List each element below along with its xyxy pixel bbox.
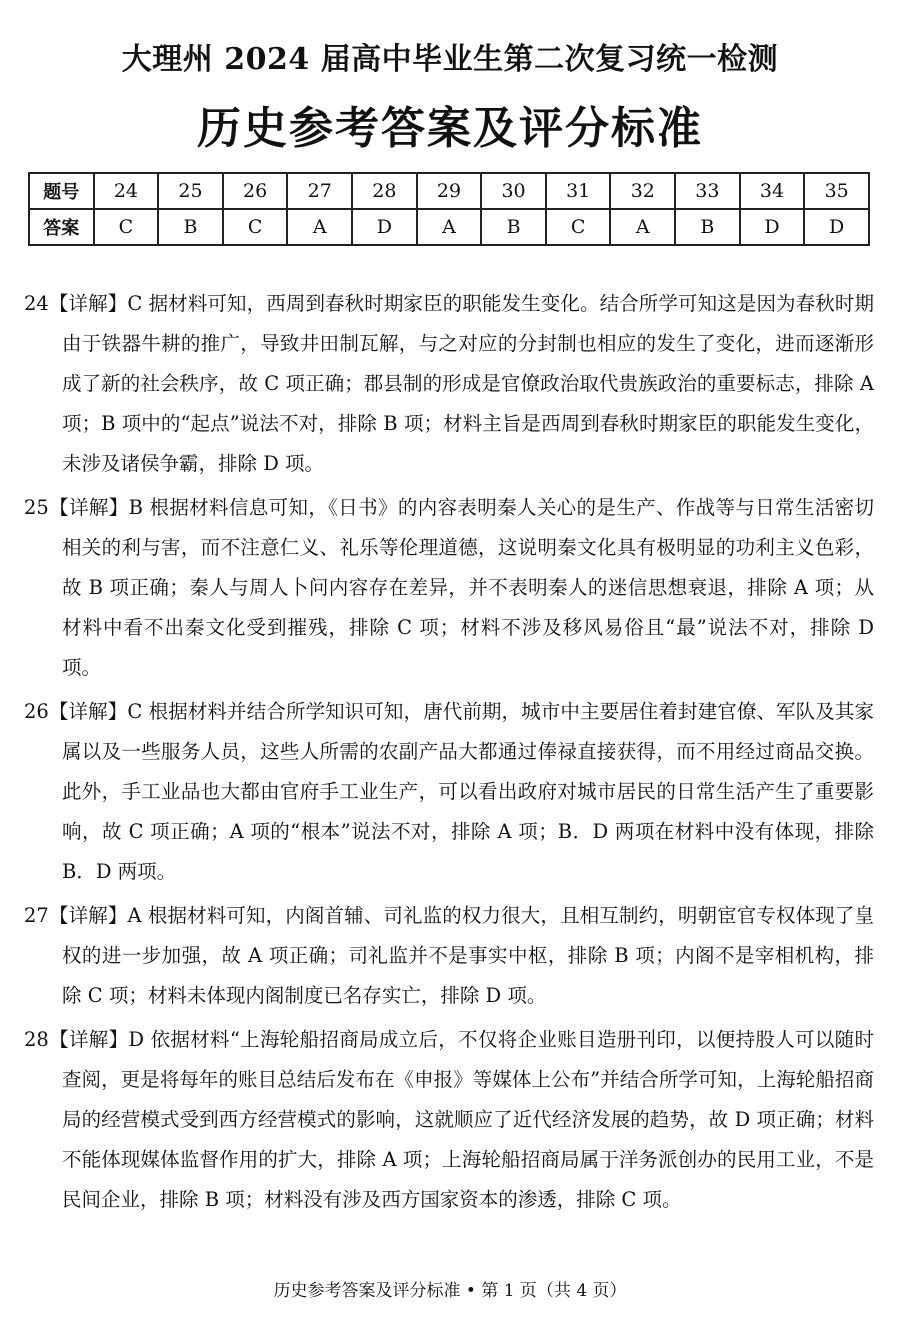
question-number: 24 bbox=[94, 173, 159, 209]
question-number-row bbox=[29, 173, 869, 209]
question-number: 32 bbox=[610, 173, 675, 209]
explanation-26 bbox=[24, 692, 874, 892]
row-label-question: 题号 bbox=[29, 173, 94, 209]
answer-cell: C bbox=[223, 209, 288, 245]
answer-cell: A bbox=[287, 209, 352, 245]
question-number: 25 bbox=[158, 173, 223, 209]
document-subtitle: 历史参考答案及评分标准 bbox=[197, 103, 703, 154]
question-number: 30 bbox=[481, 173, 546, 209]
question-number: 31 bbox=[546, 173, 611, 209]
explanations bbox=[24, 284, 874, 1224]
explanation-text: 【详解】B 根据材料信息可知，《日书》的内容表明秦人关心的是生产、作战等与日常生活密切相关的利与害，而不注意仁义、礼乐等伦理道德，这说明秦文化具有极明显的功利主义色彩，故 B 项正确；秦人与周人卜问内容存在差异，并不表明秦人的迷信思想衰退，排除 A 项；从材料中看不出秦文化受到摧残，排除 C 项；材料不涉及移风易俗且“最”说法不对，排除 D 项。 bbox=[48, 496, 874, 679]
answer-cell: A bbox=[610, 209, 675, 245]
document-title: 大理州 2024 届高中毕业生第二次复习统一检测 bbox=[121, 42, 779, 77]
question-number: 35 bbox=[804, 173, 869, 209]
explanation-text: 【详解】C 根据材料并结合所学知识可知，唐代前期，城市中主要居住着封建官僚、军队及其家属以及一些服务人员，这些人所需的农副产品大都通过俸禄直接获得，而不用经过商品交换。此外，手工业品也大都由官府手工业生产，可以看出政府对城市居民的日常生活产生了重要影响，故 C 项正确；A 项的“根本”说法不对，排除 A 项；B．D 两项在材料中没有体现，排除 B．D 两项。 bbox=[48, 700, 874, 883]
explanation-28 bbox=[24, 1020, 874, 1220]
question-number: 26 bbox=[223, 173, 288, 209]
explanation-number: 25 bbox=[24, 496, 49, 519]
question-number: 28 bbox=[352, 173, 417, 209]
question-number: 29 bbox=[417, 173, 482, 209]
page-footer: 历史参考答案及评分标准 • 第 1 页（共 4 页） bbox=[273, 1281, 627, 1301]
explanation-text: 【详解】C 据材料可知，西周到春秋时期家臣的职能发生变化。结合所学可知这是因为春秋时期由于铁器牛耕的推广，导致井田制瓦解，与之对应的分封制也相应的发生了变化，进而逐渐形成了新的社会秩序，故 C 项正确；郡县制的形成是官僚政治取代贵族政治的重要标志，排除 A 项；B 项中的“起点”说法不对，排除 B 项；材料主旨是西周到春秋时期家臣的职能发生变化，未涉及诸侯争霸，排除 D 项。 bbox=[48, 292, 874, 475]
explanation-27 bbox=[24, 896, 874, 1016]
question-number: 34 bbox=[740, 173, 805, 209]
explanation-number: 24 bbox=[24, 292, 49, 315]
answer-cell: D bbox=[804, 209, 869, 245]
question-number: 27 bbox=[287, 173, 352, 209]
answer-table bbox=[28, 172, 870, 246]
row-label-answer: 答案 bbox=[29, 209, 94, 245]
explanation-number: 27 bbox=[24, 904, 49, 927]
answer-cell: C bbox=[546, 209, 611, 245]
answer-cell: B bbox=[675, 209, 740, 245]
explanation-24 bbox=[24, 284, 874, 484]
explanation-25 bbox=[24, 488, 874, 688]
answer-cell: D bbox=[352, 209, 417, 245]
answer-cell: B bbox=[158, 209, 223, 245]
explanation-text: 【详解】D 依据材料“上海轮船招商局成立后，不仅将企业账目造册刊印，以便持股人可以随时查阅，更是将每年的账目总结后发布在《申报》等媒体上公布”并结合所学可知，上海轮船招商局的经营模式受到西方经营模式的影响，这就顺应了近代经济发展的趋势，故 D 项正确；材料不能体现媒体监督作用的扩大，排除 A 项；上海轮船招商局属于洋务派创办的民用工业，不是民间企业，排除 B 项；材料没有涉及西方国家资本的渗透，排除 C 项。 bbox=[48, 1028, 874, 1211]
answer-cell: D bbox=[740, 209, 805, 245]
explanation-number: 28 bbox=[24, 1028, 49, 1051]
answer-row bbox=[29, 209, 869, 245]
answer-cell: A bbox=[417, 209, 482, 245]
question-number: 33 bbox=[675, 173, 740, 209]
explanation-text: 【详解】A 根据材料可知，内阁首辅、司礼监的权力很大，且相互制约，明朝宦官专权体现了皇权的进一步加强，故 A 项正确；司礼监并不是事实中枢，排除 B 项；内阁不是宰相机构，排除 C 项；材料未体现内阁制度已名存实亡，排除 D 项。 bbox=[48, 904, 874, 1007]
answer-cell: B bbox=[481, 209, 546, 245]
explanation-number: 26 bbox=[24, 700, 49, 723]
answer-cell: C bbox=[94, 209, 159, 245]
